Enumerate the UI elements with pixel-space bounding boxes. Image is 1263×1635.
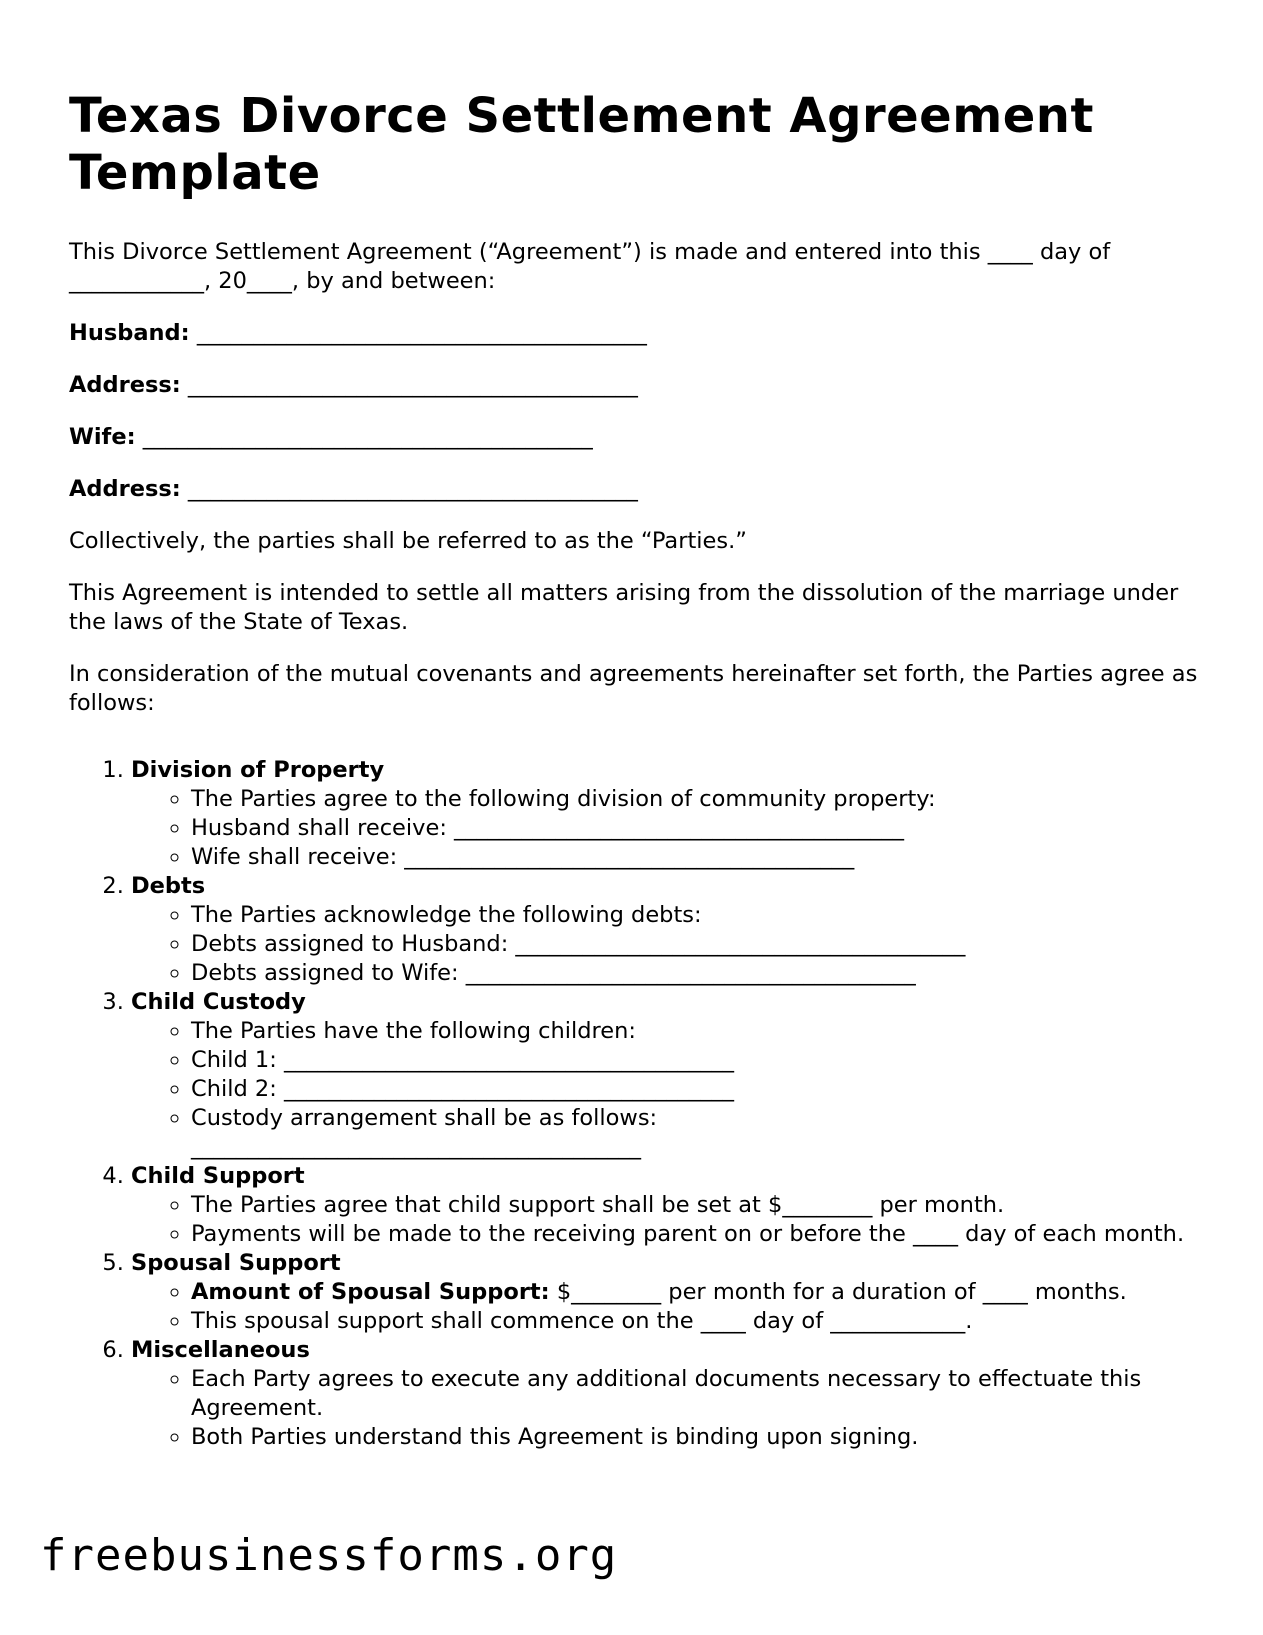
list-item: ◦ Debts assigned to Husband: ________________________________________ [191, 930, 1199, 959]
husband-label: Husband: [69, 320, 190, 346]
section-items [131, 1365, 1199, 1452]
list-item: ◦ Debts assigned to Wife: ________________________________________ [191, 959, 1199, 988]
wife-label: Wife: [69, 424, 136, 450]
section-items [131, 901, 1199, 988]
wife-address-line: ________________________________________ [187, 476, 638, 502]
spousal-amount-label: Amount of Spousal Support: [191, 1279, 550, 1305]
section-spousal-support [131, 1249, 1199, 1336]
collective-paragraph: Collectively, the parties shall be referred to as the “Parties.” [69, 528, 747, 554]
spousal-amount-text: $________ per month for a duration of ____ months. [549, 1279, 1127, 1305]
list-item: ◦ The Parties agree that child support shall be set at $________ per month. [191, 1191, 1199, 1220]
section-debts [131, 872, 1199, 988]
wife-line: ________________________________________ [142, 424, 593, 450]
list-item: ◦ Each Party agrees to execute any additional documents necessary to effectuate this Agreement. [191, 1365, 1199, 1423]
list-item: ◦ Child 2: ________________________________________ [191, 1075, 1199, 1104]
list-item: ◦ Wife shall receive: ________________________________________ [191, 843, 1199, 872]
list-item: ◦ Both Parties understand this Agreement is binding upon signing. [191, 1423, 1199, 1452]
husband-field [69, 319, 1199, 348]
document-page [69, 88, 1199, 1452]
document-title: Texas Divorce Settlement Agreement Template [69, 88, 1094, 201]
footer-watermark: freebusinessforms.org [40, 1530, 618, 1581]
list-item: ◦ Husband shall receive: ________________________________________ [191, 814, 1199, 843]
list-item: ◦ This spousal support shall commence on the ____ day of ____________. [191, 1307, 1199, 1336]
section-heading: Child Support [131, 1163, 305, 1189]
list-item [191, 1278, 1199, 1307]
husband-address-line: ________________________________________ [187, 372, 638, 398]
section-child-support [131, 1162, 1199, 1249]
section-heading: Miscellaneous [131, 1337, 310, 1363]
list-item: ◦ The Parties acknowledge the following debts: [191, 901, 1199, 930]
section-heading: Division of Property [131, 757, 385, 783]
wife-address-label: Address: [69, 476, 181, 502]
wife-address-field [69, 475, 1199, 504]
consideration-paragraph: In consideration of the mutual covenants and agreements hereinafter set forth, the Parties agree as follows: [69, 661, 1198, 716]
section-child-custody [131, 988, 1199, 1162]
section-division-of-property [131, 756, 1199, 872]
husband-address-label: Address: [69, 372, 181, 398]
section-miscellaneous [131, 1336, 1199, 1452]
section-items [131, 1191, 1199, 1249]
section-heading: Debts [131, 873, 206, 899]
list-item: ◦ Custody arrangement shall be as follows: ________________________________________ [191, 1104, 1199, 1162]
section-items [131, 1017, 1199, 1162]
list-item: ◦ Child 1: ________________________________________ [191, 1046, 1199, 1075]
list-item: ◦ The Parties agree to the following division of community property: [191, 785, 1199, 814]
section-heading: Child Custody [131, 989, 306, 1015]
sections-list [69, 756, 1199, 1452]
wife-field [69, 423, 1199, 452]
husband-line: ________________________________________ [196, 320, 647, 346]
section-heading: Spousal Support [131, 1250, 341, 1276]
husband-address-field [69, 371, 1199, 400]
purpose-paragraph: This Agreement is intended to settle all matters arising from the dissolution of the marriage under the laws of the State of Texas. [69, 580, 1179, 635]
list-item: ◦ The Parties have the following children: [191, 1017, 1199, 1046]
section-items [131, 785, 1199, 872]
intro-paragraph: This Divorce Settlement Agreement (“Agreement”) is made and entered into this ____ day of ____________, 20____, by and between: [69, 239, 1111, 294]
section-items [131, 1278, 1199, 1336]
list-item: ◦ Payments will be made to the receiving parent on or before the ____ day of each month. [191, 1220, 1199, 1249]
